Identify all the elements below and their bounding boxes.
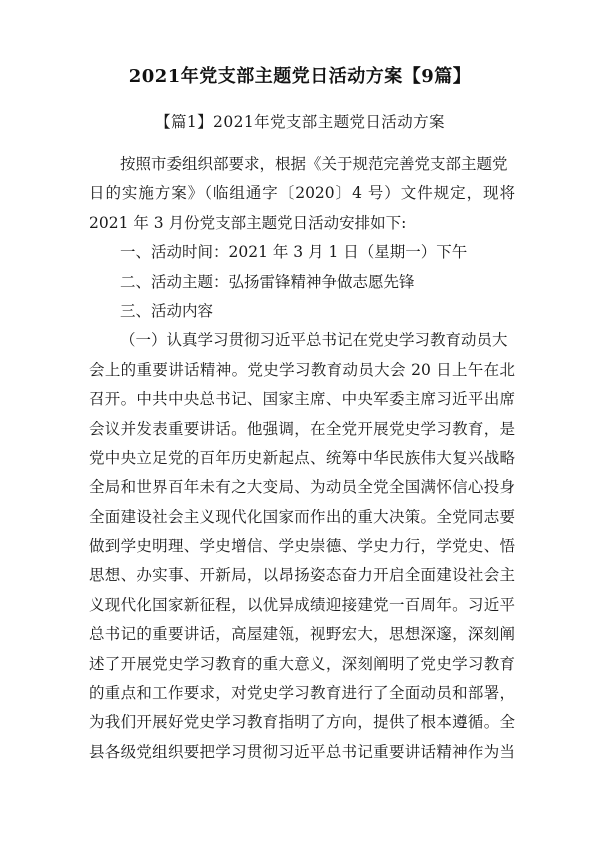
- body-line: 思想、办实事、开新局，以昂扬姿态奋力开启全面建设社会主: [89, 566, 515, 585]
- body-line: 全局和世界百年未有之大变局、为动员全党全国满怀信心投身: [89, 478, 515, 497]
- body-line: 按照市委组织部要求，根据《关于规范完善党支部主题党: [120, 155, 508, 173]
- body-line: 全面建设社会主义现代化国家而作出的重大决策。全党同志要: [89, 507, 515, 526]
- document-title: 2021年党支部主题党日活动方案【9篇】: [128, 66, 472, 87]
- body-line: 总书记的重要讲话，高屋建瓴，视野宏大，思想深邃，深刻阐: [89, 625, 515, 644]
- body-line: 三、活动内容: [120, 301, 214, 320]
- body-line: 的重点和工作要求，对党史学习教育进行了全面动员和部署，: [89, 684, 515, 703]
- body-line: 会议并发表重要讲话。他强调，在全党开展党史学习教育，是: [89, 419, 515, 438]
- body-line: 召开。中共中央总书记、国家主席、中央军委主席习近平出席: [89, 390, 515, 409]
- body-line: 日的实施方案》（临组通字〔2020〕4 号）文件规定，现将: [89, 184, 515, 203]
- body-line: 县各级党组织要把学习贯彻习近平总书记重要讲话精神作为当: [89, 742, 515, 761]
- body-line: 党中央立足党的百年历史新起点、统筹中华民族伟大复兴战略: [89, 448, 515, 467]
- body-line: 2021 年 3 月份党支部主题党日活动安排如下:: [89, 213, 407, 232]
- body-line: 述了开展党史学习教育的重大意义，深刻阐明了党史学习教育: [89, 654, 515, 673]
- document-body: [89, 150, 515, 767]
- body-line: 会上的重要讲话精神。党史学习教育动员大会 20 日上午在北: [89, 360, 515, 379]
- body-line: 做到学史明理、学史增信、学史崇德、学史力行，学党史、悟: [89, 537, 515, 556]
- body-line: 一、活动时间：2021 年 3 月 1 日（星期一）下午: [120, 243, 468, 262]
- body-line: 为我们开展好党史学习教育指明了方向，提供了根本遵循。全: [89, 713, 515, 732]
- body-line: 义现代化国家新征程，以优异成绩迎接建党一百周年。习近平: [89, 595, 515, 614]
- body-line: 二、活动主题：弘扬雷锋精神争做志愿先锋: [120, 272, 415, 291]
- body-line: （一）认真学习贯彻习近平总书记在党史学习教育动员大: [120, 331, 508, 350]
- section-heading: 【篇1】2021年党支部主题党日活动方案: [155, 113, 445, 131]
